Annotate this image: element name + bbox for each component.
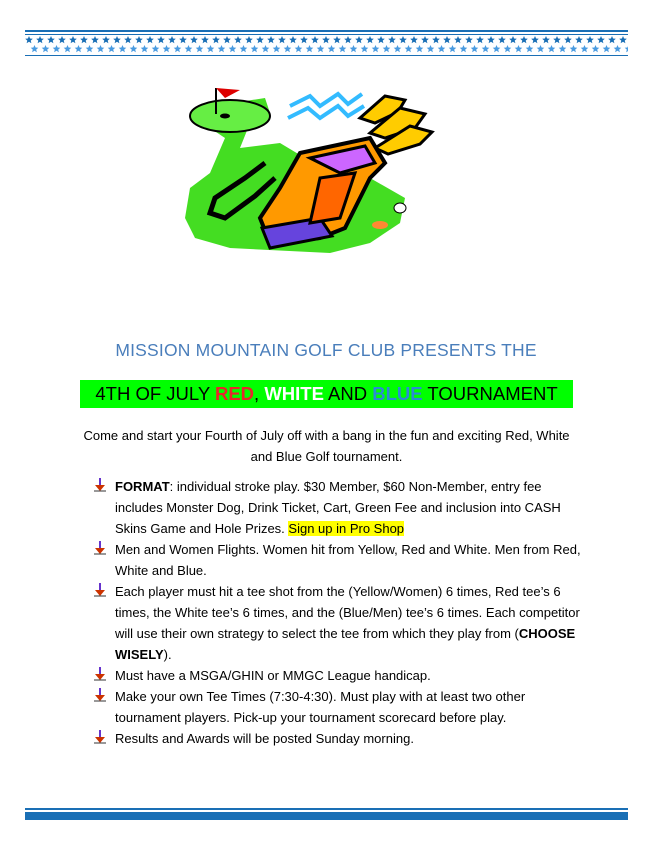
- golf-bag-clipart: [170, 78, 450, 278]
- event-title: MISSION MOUNTAIN GOLF CLUB PRESENTS THE: [115, 340, 537, 360]
- star-border: [25, 34, 628, 56]
- list-item-flights: [93, 539, 583, 581]
- comma: ,: [254, 383, 265, 404]
- tee-text: Each player must hit a tee shot from the (Yellow/Women) 6 times, Red tee’s 6 times, the White tee’s 6 times, and the (Blue/Men) tee’s 6 times. Each competitor will use their own strategy to select the tee from which they play from (: [115, 584, 580, 641]
- arrow-down-bullet-icon: [93, 730, 107, 744]
- word-and: AND: [323, 383, 373, 404]
- word-red: RED: [214, 383, 255, 404]
- tournament-name: [80, 380, 573, 408]
- choose-wisely: CHOOSE WISELY: [115, 626, 576, 662]
- arrow-down-bullet-icon: [93, 478, 107, 492]
- signup-highlight: Sign up in Pro Shop: [288, 521, 405, 536]
- list-item-handicap: [93, 665, 583, 686]
- handicap-text: Must have a MSGA/GHIN or MMGC League handicap.: [115, 668, 431, 683]
- arrow-down-bullet-icon: [93, 541, 107, 555]
- list-item-format: [93, 476, 583, 539]
- top-border-line: [25, 30, 628, 32]
- list-item-tees: [93, 581, 583, 665]
- tee-times-text: Make your own Tee Times (7:30-4:30). Must play with at least two other tournament players. Pick-up your tournament scorecard before play.: [115, 689, 526, 725]
- format-label: FORMAT: [115, 479, 170, 494]
- word-blue: BLUE: [372, 383, 423, 404]
- format-text: : individual stroke play. $30 Member, $60 Non-Member, entry fee includes Monster Dog, Drink Ticket, Cart, Green Fee and inclusion into CASH Skins Game and Hole Prizes.: [115, 479, 561, 536]
- bottom-border-thin: [25, 808, 628, 810]
- arrow-down-bullet-icon: [93, 688, 107, 702]
- tournament-prefix: 4TH OF JULY: [95, 383, 215, 404]
- tournament-suffix: TOURNAMENT: [422, 383, 558, 404]
- list-item-tee-times: [93, 686, 583, 728]
- tournament-banner: [80, 380, 573, 408]
- list-item-results: [93, 728, 583, 749]
- bottom-border-thick: [25, 812, 628, 820]
- details-list: [93, 476, 583, 749]
- results-text: Results and Awards will be posted Sunday morning.: [115, 731, 414, 746]
- word-white: WHITE: [264, 383, 324, 404]
- intro-paragraph: Come and start your Fourth of July off with a bang in the fun and exciting Red, White and Blue Golf tournament.: [83, 428, 570, 464]
- flights-text: Men and Women Flights. Women hit from Yellow, Red and White. Men from Red, White and Blue.: [115, 542, 581, 578]
- tee-end: ).: [163, 647, 172, 662]
- arrow-down-bullet-icon: [93, 583, 107, 597]
- arrow-down-bullet-icon: [93, 667, 107, 681]
- star-border-icon: [25, 35, 628, 55]
